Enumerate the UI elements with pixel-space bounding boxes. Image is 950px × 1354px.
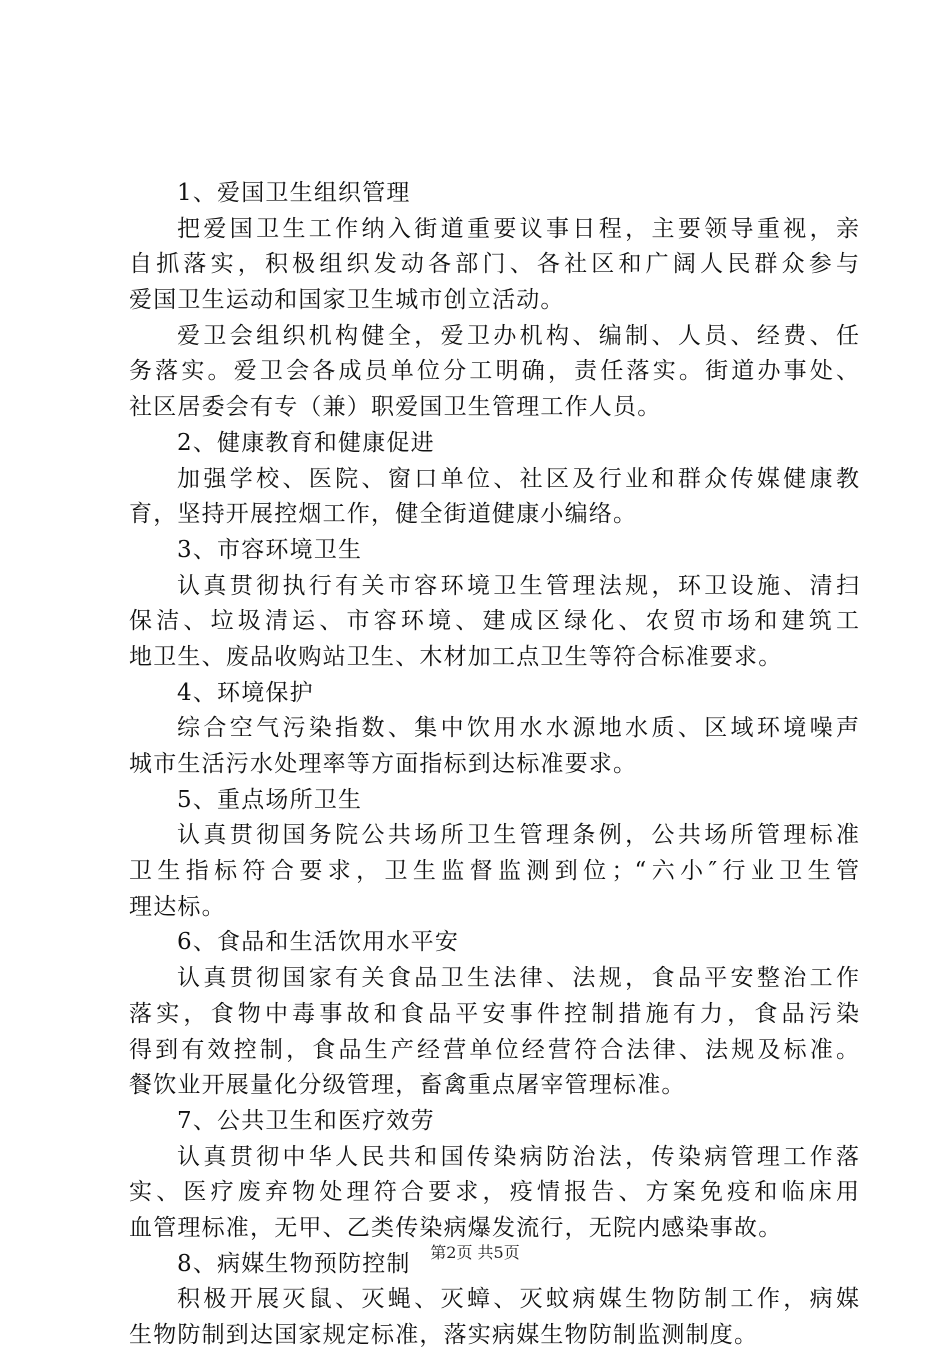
paragraph-line: 积极开展灭鼠、灭蝇、灭蟑、灭蚊病媒生物防制工作，病媒 (177, 1286, 859, 1313)
paragraph-line: 社区居委会有专（兼）职爱国卫生管理工作人员。 (129, 394, 662, 421)
document-body (129, 176, 859, 1354)
paragraph-line: 认真贯彻执行有关市容环境卫生管理法规，环卫设施、清扫 (177, 572, 859, 599)
paragraph-line: 认真贯彻国家有关食品卫生法律、法规，食品平安整治工作 (177, 965, 859, 992)
section-heading: 1、爱国卫生组织管理 (177, 180, 411, 206)
paragraph-line: 务落实。爱卫会各成员单位分工明确，责任落实。街道办事处、 (129, 358, 859, 385)
paragraph-line: 爱国卫生运动和国家卫生城市创立活动。 (129, 287, 565, 314)
paragraph-line: 认真贯彻国务院公共场所卫生管理条例，公共场所管理标准 (177, 822, 859, 849)
paragraph-line: 加强学校、医院、窗口单位、社区及行业和群众传媒健康教 (177, 465, 859, 492)
paragraph-line: 爱卫会组织机构健全，爱卫办机构、编制、人员、经费、任 (177, 322, 859, 349)
paragraph-line: 城市生活污水处理率等方面指标到达标准要求。 (129, 751, 638, 777)
paragraph-line: 保洁、垃圾清运、市容环境、建成区绿化、农贸市场和建筑工 (129, 608, 859, 635)
section-heading: 6、食品和生活饮用水平安 (177, 929, 460, 956)
paragraph-line: 实、医疗废弃物处理符合要求，疫情报告、方案免疫和临床用 (129, 1179, 859, 1206)
paragraph-line: 落实，食物中毒事故和食品平安事件控制措施有力，食品污染 (129, 1000, 859, 1027)
paragraph-line: 认真贯彻中华人民共和国传染病防治法，传染病管理工作落 (177, 1143, 859, 1170)
paragraph-line: 餐饮业开展量化分级管理，畜禽重点屠宰管理标准。 (129, 1072, 686, 1099)
section-heading: 3、市容环境卫生 (177, 536, 363, 563)
paragraph-line: 得到有效控制，食品生产经营单位经营符合法律、法规及标准。 (129, 1036, 859, 1063)
paragraph-line: 血管理标准，无甲、乙类传染病爆发流行，无院内感染事故。 (129, 1214, 783, 1241)
paragraph-line: 地卫生、废品收购站卫生、木材加工点卫生等符合标准要求。 (129, 643, 783, 670)
paragraph-line: 把爱国卫生工作纳入街道重要议事日程，主要领导重视，亲 (177, 215, 859, 242)
paragraph-line: 生物防制到达国家规定标准，落实病媒生物防制监测制度。 (129, 1322, 759, 1348)
section-heading: 5、重点场所卫生 (177, 786, 363, 813)
section-heading: 4、环境保护 (177, 679, 314, 706)
paragraph-line: 自抓落实，积极组织发动各部门、各社区和广阔人民群众参与 (129, 251, 859, 278)
paragraph-line: 综合空气污染指数、集中饮用水水源地水质、区域环境噪声 (177, 715, 859, 742)
section-heading: 8、病媒生物预防控制 (177, 1250, 411, 1277)
paragraph-line: 理达标。 (129, 893, 226, 920)
paragraph-line: 卫生指标符合要求，卫生监督监测到位；“六小″行业卫生管 (129, 858, 859, 885)
section-heading: 7、公共卫生和医疗效劳 (177, 1107, 435, 1134)
paragraph-line: 育，坚持开展控烟工作，健全街道健康小编络。 (129, 501, 638, 528)
section-heading: 2、健康教育和健康促进 (177, 429, 435, 456)
page-footer: 第2页 共5页 (430, 1243, 520, 1262)
